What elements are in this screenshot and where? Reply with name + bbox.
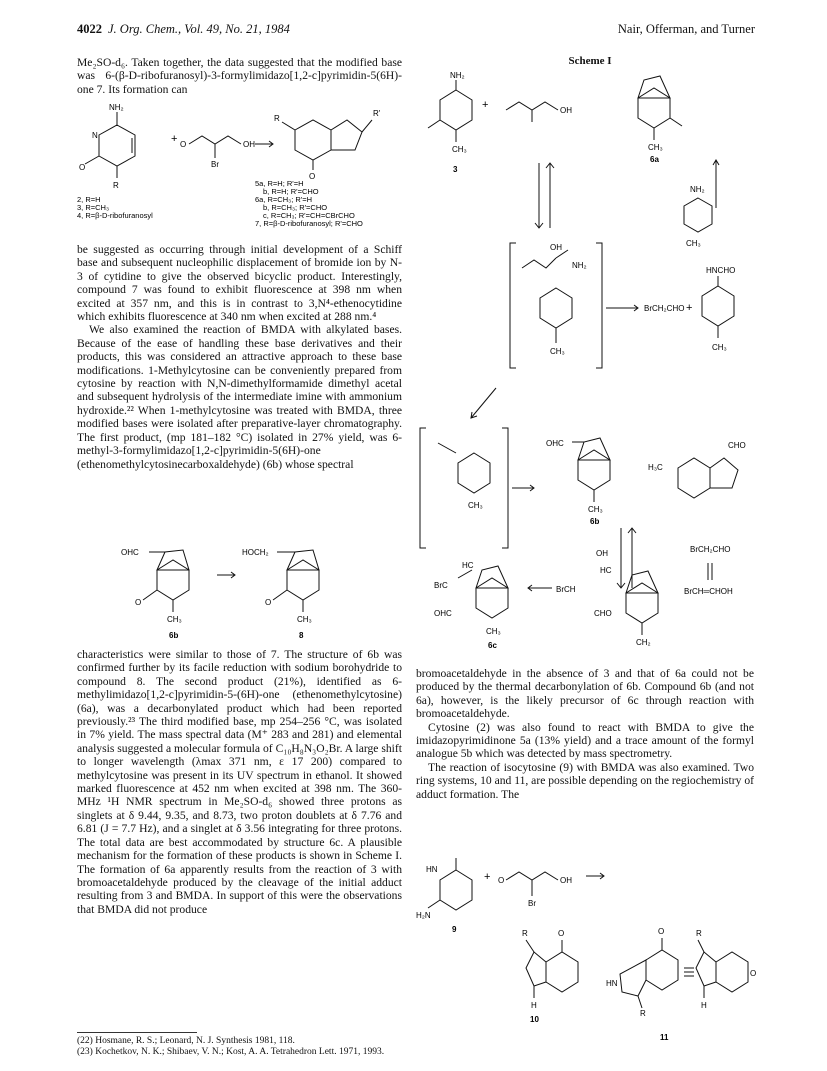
compound-label-6a: 6a — [650, 155, 659, 164]
label-oh: OH — [560, 876, 572, 885]
reduction-figure — [77, 530, 402, 645]
scheme-title: Scheme I — [568, 55, 612, 67]
label-ch3: CH₃ — [648, 143, 663, 152]
label-r: R — [640, 1009, 646, 1018]
label-brch2cho: BrCH₂CHO — [644, 304, 685, 313]
cytosine-ring — [99, 125, 135, 166]
header-left — [77, 22, 290, 37]
label-o: O — [309, 172, 316, 181]
page-number: 4022 — [77, 22, 102, 36]
svg-text:b, R=CH₃; R'=CHO: b, R=CH₃; R'=CHO — [263, 203, 328, 212]
label-ch3: CH₃ — [588, 505, 603, 514]
label-ch3: CH₃ — [452, 145, 467, 154]
paragraph: bromoacetaldehyde in the absence of 3 and that of 6a could not be produced by the thermal decarbonylation of 6b. Compound 6b (and not 6a), however, is the likely precursor of 6c through reaction with bromoacetaldehyde. — [416, 667, 754, 721]
label-ch3: CH₃ — [686, 239, 701, 248]
compound-label-6c: 6c — [488, 641, 497, 650]
left-text-2 — [77, 243, 402, 471]
label-ch3: CH₃ — [550, 347, 565, 356]
label-brch2cho: BrCH₂CHO — [690, 545, 731, 554]
label-hn: HN — [426, 865, 438, 874]
footnotes — [77, 1032, 402, 1058]
label-brchchoh: BrCH═CHOH — [684, 587, 733, 596]
reference-23: (23) Kochetkov, N. K.; Shibaev, V. N.; Kost, A. A. Tetrahedron Lett. 1971, 1993. — [77, 1047, 385, 1057]
label-h: H — [701, 1001, 707, 1010]
label-cho: CHO — [594, 609, 612, 618]
label-o: O — [658, 927, 665, 936]
label-o: O — [180, 140, 187, 149]
footnote-rule — [77, 1032, 197, 1033]
left-text-3 — [77, 648, 402, 916]
label-nh2: NH₂ — [572, 261, 587, 270]
svg-text:7, R=β-D-ribofuranosyl; R'=CHO: 7, R=β-D-ribofuranosyl; R'=CHO — [255, 219, 363, 228]
label-oh: OH — [560, 106, 572, 115]
label-oh: OH — [596, 549, 608, 558]
label-ohc: OHC — [546, 439, 564, 448]
plus-sign: + — [482, 99, 489, 111]
left-text-1 — [77, 56, 402, 96]
paragraph: characteristics were similar to those of 7. The structure of 6b was confirmed further by its facile reduction with sodium borohydride to compound 8. The second product (21%), identified as 6-methylimidazo[1,2-c]pyrimidin-5-(6H)-one (ethenomethylcytosine) (6a), was a decarbonylated product which had been reported previously.²³ The third modified base, mp 254–256 °C, was isolated in 7% yield. The mass spectral data (M⁺ 283 and 281) and elemental analysis suggested a molecular formula of C₁₀H₈N₃O₂Br. A large shift to longer wavelength (λmax 371 nm, ε 17 200) compared to methylcytosine was present in its UV spectrum in ethanol. It showed marked fluorescence at 452 nm when excited at 398 nm. The 360-MHz ¹H NMR spectrum in Me₂SO-d₆ showed three protons as singlets at δ 9.44, 9.35, and 8.73, two proton doublets at δ 7.76 and 6.81 (J = 7.7 Hz), and a singlet at δ 3.56 integrating for three protons. The total data are best accommodated by structure 6c. A plausible mechanism for the formation of these products is shown in Scheme I. The formation of 6a apparently results from the reaction of 3 with bromoacetaldehyde produced by the cleavage of the initial adduct resulting from 3 and BMDA. In support of this were the observations that BMDA did not produce — [77, 648, 402, 916]
compound-label-8: 8 — [299, 631, 304, 640]
compound-label-6b: 6b — [169, 631, 179, 640]
label-brch: BrCH — [556, 585, 576, 594]
label-nh2: NH₂ — [690, 185, 705, 194]
label-cho: CHO — [728, 441, 746, 450]
svg-text:4, R=β-D-ribofuranosyl: 4, R=β-D-ribofuranosyl — [77, 211, 153, 220]
label-n: N — [92, 131, 98, 140]
label-hc: HC — [462, 561, 474, 570]
journal-citation: J. Org. Chem., Vol. 49, No. 21, 1984 — [108, 22, 290, 36]
label-h: H — [531, 1001, 537, 1010]
label-r: R — [113, 181, 119, 190]
label-ch3: CH₃ — [486, 627, 501, 636]
svg-text:b, R=H; R'=CHO: b, R=H; R'=CHO — [263, 187, 319, 196]
label-r: R — [522, 929, 528, 938]
scheme-1 — [416, 68, 756, 660]
product-ring-6 — [295, 120, 331, 160]
label-brc: BrC — [434, 581, 448, 590]
compound-label-11: 11 — [660, 1033, 669, 1042]
svg-text:c, R=CH₃; R'=CH=CBrCHO: c, R=CH₃; R'=CH=CBrCHO — [263, 211, 355, 220]
compound-label-3: 3 — [453, 165, 458, 174]
label-br: Br — [211, 160, 219, 169]
label-hc: HC — [600, 566, 612, 575]
plus-sign: + — [686, 302, 693, 314]
compound-label-9: 9 — [452, 925, 457, 934]
compound-legend — [255, 179, 363, 228]
label-nh2: NH₂ — [450, 71, 465, 80]
svg-text:6a, R=CH₃; R'=H: 6a, R=CH₃; R'=H — [255, 195, 313, 204]
label-ch2: CH₂ — [636, 638, 651, 647]
svg-text:3, R=CH₃: 3, R=CH₃ — [77, 203, 110, 212]
label-hn: HN — [606, 979, 618, 988]
label-hoch2: HOCH₂ — [242, 548, 269, 557]
paragraph: be suggested as occurring through initial development of a Schiff base and subsequent nucleophilic displacement of bromide ion by N-3 of cytidine to give the observed bicyclic product. Interestingly, compound 7 was found to exhibit fluorescence at 398 nm when excited at 357 nm, and this is in contrast to 3,N⁴-ethenocytidine which exhibits fluorescence at 340 nm when excited at 288 nm.⁴ — [77, 243, 402, 324]
svg-text:5a, R=H; R'=H: 5a, R=H; R'=H — [255, 179, 304, 188]
label-o: O — [265, 598, 272, 607]
running-header — [77, 22, 755, 40]
label-o: O — [750, 969, 756, 978]
label-h3c: H₃C — [648, 463, 663, 472]
label-ohc: OHC — [434, 609, 452, 618]
label-r: R — [274, 114, 280, 123]
reaction-figure-top — [77, 100, 402, 240]
label-ohc: OHC — [121, 548, 139, 557]
label-o: O — [135, 598, 142, 607]
label-oh: OH — [550, 243, 562, 252]
label-o: O — [79, 163, 86, 172]
label-h2n: H₂N — [416, 911, 431, 920]
compound-label-10: 10 — [530, 1015, 539, 1024]
label-br: Br — [528, 899, 536, 908]
label-ch3: CH₃ — [167, 615, 182, 624]
label-rprime: R' — [373, 109, 381, 118]
label-hncho: HNCHO — [706, 266, 736, 275]
compound-label-6b: 6b — [590, 517, 600, 526]
label-oh: OH — [243, 140, 255, 149]
label-r: R — [696, 929, 702, 938]
label-ch3: CH₃ — [468, 501, 483, 510]
header-authors: Nair, Offerman, and Turner — [617, 22, 755, 36]
plus-sign: + — [171, 133, 178, 145]
product-ring-5 — [331, 120, 362, 150]
label-o: O — [558, 929, 565, 938]
paragraph: Me₂SO-d₆. Taken together, the data suggested that the modified base was 6-(β-D-ribofuranosyl)-3-formylimidazo[1,2-c]pyrimidin-5(6H)-one 7. Its formation can — [77, 56, 402, 96]
label-ch3: CH₃ — [712, 343, 727, 352]
compound-labels — [77, 195, 153, 220]
plus-sign: + — [484, 871, 491, 883]
paragraph: Cytosine (2) was also found to react with BMDA to give the imidazopyrimidinone 5a (13% yield) and a trace amount of the formyl analogue 5b which was detected by mass spectrometry. — [416, 720, 754, 761]
label-o: O — [498, 876, 505, 885]
label-ch3: CH₃ — [297, 615, 312, 624]
paragraph: The reaction of isocytosine (9) with BMDA was also examined. Two ring systems, 10 and 11, are possible depending on the regiochemistry of adduct formation. The — [416, 760, 754, 801]
label-nh2: NH₂ — [109, 103, 124, 112]
svg-text:2, R=H: 2, R=H — [77, 195, 101, 204]
right-text — [416, 667, 754, 801]
isocytosine-figure — [416, 840, 756, 1065]
reference-22: (22) Hosmane, R. S.; Leonard, N. J. Synthesis 1981, 118. — [77, 1036, 295, 1046]
paragraph: We also examined the reaction of BMDA with alkylated bases. Because of the ease of handling these base derivatives and their products, this was considered an attractive approach to these base modifications. 1-Methylcytosine can be conveniently prepared from cytosine by reaction with N,N-dimethylformamide dimethyl acetal and subsequent hydrolysis of the intermediate imine with ammonium hydroxide.²² When 1-methylcytosine was treated with BMDA, three modified bases were isolated after preparative-layer chromatography. The first product, (mp 181–182 °C) isolated in 27% yield, was 6-methyl-3-formylimidazo[1,2-c]pyrimidin-5(6H)-one (ethenomethylcytosinecarboxaldehyde) (6b) whose spectral — [77, 323, 402, 471]
